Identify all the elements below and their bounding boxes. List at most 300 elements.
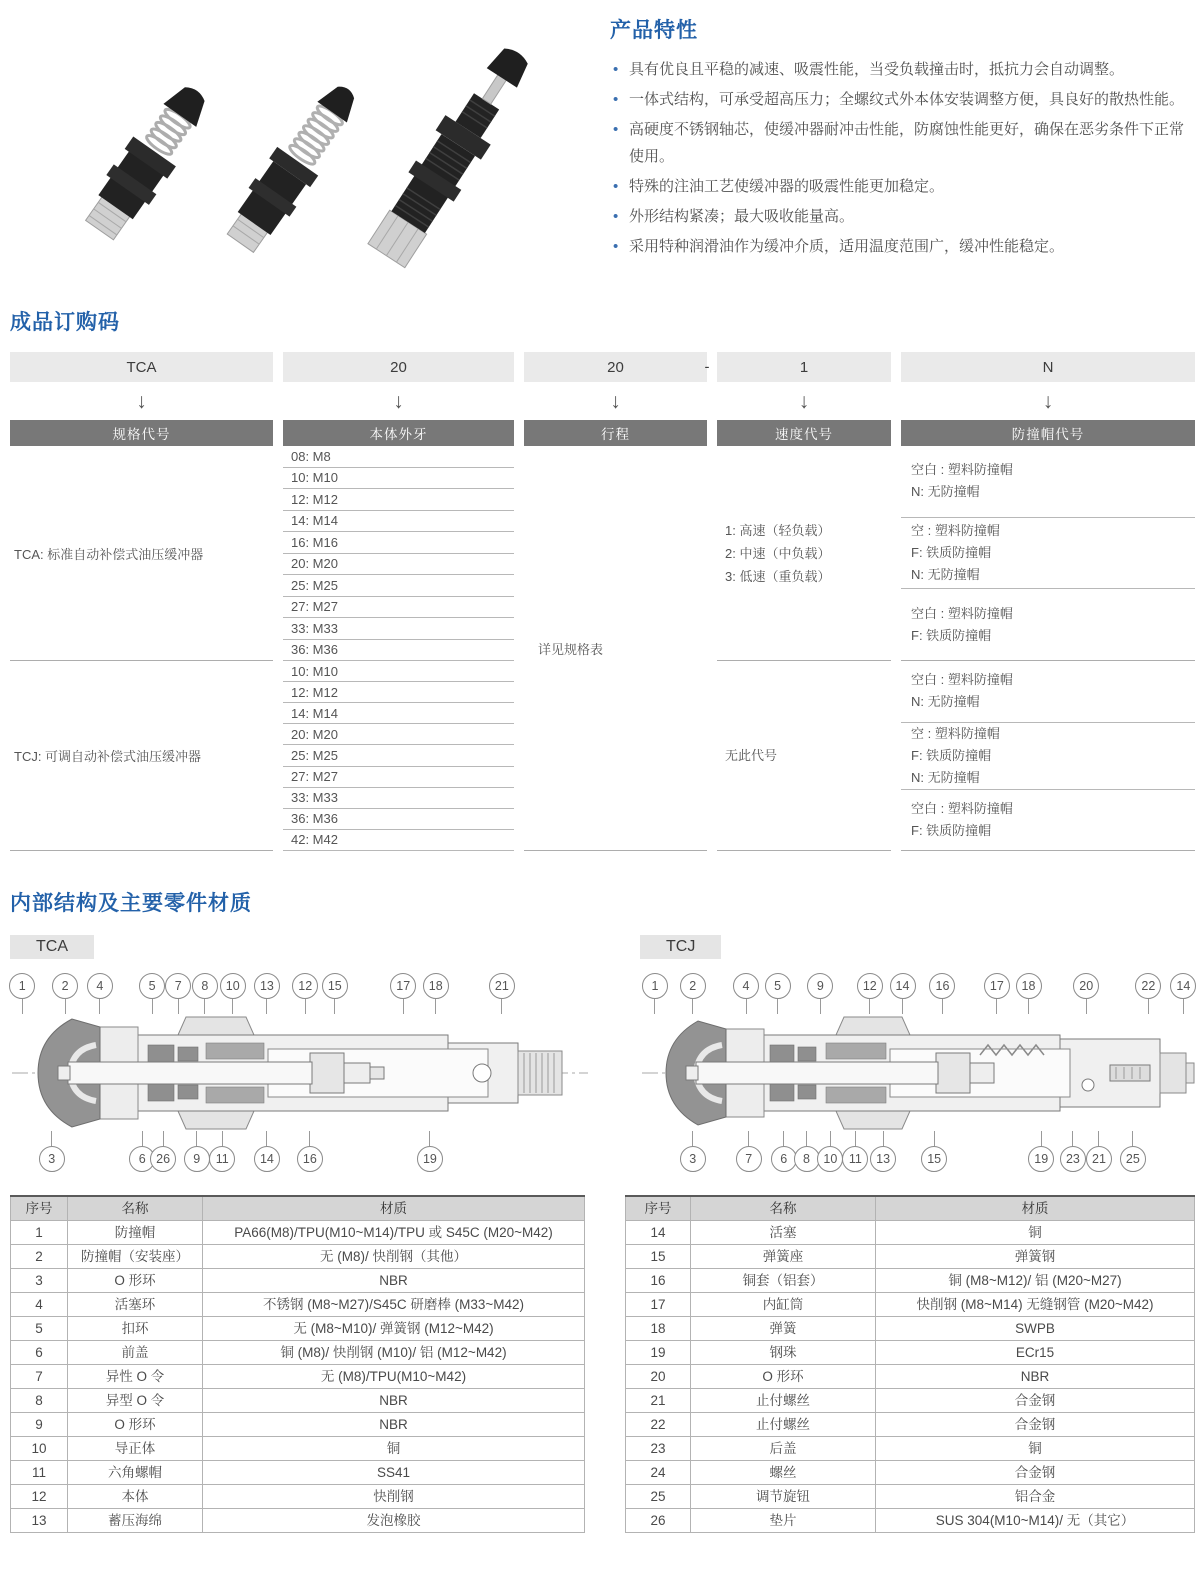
part-name: 止付螺丝: [691, 1388, 876, 1412]
callout-number: 6: [129, 1146, 155, 1172]
cap-option: 空白 : 塑料防撞帽: [911, 800, 1013, 816]
callout-number: 5: [139, 973, 165, 999]
thread-row: 33: M33: [283, 788, 514, 809]
callout-leader-line: [1098, 1131, 1099, 1146]
callout-7: [165, 973, 191, 1014]
part-number: 20: [626, 1364, 691, 1388]
table-row: [626, 1388, 1195, 1412]
thread-row: 42: M42: [283, 830, 514, 851]
part-number: 16: [626, 1268, 691, 1292]
callout-number: 9: [807, 973, 833, 999]
part-number: 11: [11, 1460, 68, 1484]
stroke-note: 详见规格表: [538, 641, 604, 657]
part-name: 钢珠: [691, 1340, 876, 1364]
callout-21: [1086, 1131, 1112, 1172]
thread-row: 36: M36: [283, 809, 514, 830]
arrow-row: [10, 386, 1195, 418]
order-code-box: 20: [524, 352, 707, 382]
speed-cell: [717, 446, 891, 661]
part-name: O 形环: [691, 1364, 876, 1388]
tcj-label: TCJ: [640, 935, 721, 959]
order-column-header: 行程: [524, 420, 707, 446]
part-name: O 形环: [68, 1412, 203, 1436]
part-number: 14: [626, 1220, 691, 1244]
feature-item: • 高硬度不锈钢轴芯，使缓冲器耐冲击性能，防腐蚀性能更好，确保在恶劣条件下正常使用。: [610, 116, 1194, 172]
part-material: 快削钢: [203, 1484, 585, 1508]
callout-16: [929, 973, 955, 1014]
cap-cell: [901, 661, 1195, 851]
thread-row: 27: M27: [283, 597, 514, 619]
callout-number: 7: [736, 1146, 762, 1172]
part-material: NBR: [203, 1412, 585, 1436]
column-header: 名称: [68, 1196, 203, 1220]
callout-leader-line: [1132, 1131, 1133, 1146]
part-number: 12: [11, 1484, 68, 1508]
callout-leader-line: [334, 999, 335, 1014]
table-row: [11, 1268, 585, 1292]
part-name: 垫片: [691, 1508, 876, 1532]
table-row: [11, 1316, 585, 1340]
callout-15: [322, 973, 348, 1014]
thread-row: 33: M33: [283, 618, 514, 640]
callout-leader-line: [783, 1131, 784, 1146]
callout-number: 14: [1170, 973, 1196, 999]
callout-number: 2: [52, 973, 78, 999]
thread-list: [283, 661, 514, 851]
part-name: 防撞帽: [68, 1220, 203, 1244]
cap-option: 空 : 塑料防撞帽: [911, 725, 1000, 741]
callout-leader-line: [163, 1131, 164, 1146]
callout-leader-line: [830, 1131, 831, 1146]
speed-cell: [717, 661, 891, 851]
part-number: 23: [626, 1436, 691, 1460]
callout-leader-line: [429, 1131, 430, 1146]
callout-leader-line: [692, 999, 693, 1014]
callout-13: [870, 1131, 896, 1172]
part-material: PA66(M8)/TPU(M10~M14)/TPU 或 S45C (M20~M42): [203, 1220, 585, 1244]
callout-leader-line: [152, 999, 153, 1014]
spec-code-cell: TCJ: 可调自动补偿式油压缓冲器: [10, 661, 273, 851]
thread-row: 10: M10: [283, 661, 514, 682]
cap-option: N: 无防撞帽: [911, 769, 980, 785]
callout-leader-line: [806, 1131, 807, 1146]
callout-4: [733, 973, 759, 1014]
ordering-section: [10, 306, 1195, 851]
cap-option-group: [901, 661, 1195, 722]
thread-list: [283, 446, 514, 661]
callout-3: [39, 1131, 65, 1172]
callout-leader-line: [196, 1131, 197, 1146]
part-material: NBR: [203, 1388, 585, 1412]
part-number: 26: [626, 1508, 691, 1532]
callout-19: [1028, 1131, 1054, 1172]
cap-option: F: 铁质防撞帽: [911, 545, 992, 560]
part-name: 弹簧: [691, 1316, 876, 1340]
callout-leader-line: [934, 1131, 935, 1146]
tcj-parts-table: [625, 1195, 1195, 1533]
cap-option: N: 无防撞帽: [911, 567, 980, 582]
callout-5: [765, 973, 791, 1014]
feature-item: • 外形结构紧凑；最大吸收能量高。: [610, 203, 1194, 231]
callout-number: 4: [87, 973, 113, 999]
callout-leader-line: [22, 999, 23, 1014]
callout-5: [139, 973, 165, 1014]
part-material: 合金钢: [876, 1460, 1195, 1484]
part-number: 15: [626, 1244, 691, 1268]
part-name: 调节旋钮: [691, 1484, 876, 1508]
tca-panel: [10, 935, 590, 1173]
column-header: 名称: [691, 1196, 876, 1220]
callout-10: [817, 1131, 843, 1172]
callout-19: [417, 1131, 443, 1172]
callout-leader-line: [222, 1131, 223, 1146]
callout-11: [842, 1131, 868, 1172]
callout-number: 25: [1120, 1146, 1146, 1172]
tca-diagram: [10, 1015, 590, 1131]
part-material: 合金钢: [876, 1412, 1195, 1436]
tca-parts-table: [10, 1195, 585, 1533]
down-arrow-icon: ↓: [798, 390, 810, 413]
part-material: 铜: [876, 1220, 1195, 1244]
part-number: 18: [626, 1316, 691, 1340]
callout-number: 11: [842, 1146, 868, 1172]
callout-leader-line: [1183, 999, 1184, 1014]
callout-leader-line: [869, 999, 870, 1014]
callout-number: 15: [322, 973, 348, 999]
thread-column: [283, 446, 514, 851]
callout-leader-line: [746, 999, 747, 1014]
thread-row: 10: M10: [283, 468, 514, 490]
table-row: [626, 1484, 1195, 1508]
callout-1: [642, 973, 668, 1014]
part-number: 7: [11, 1364, 68, 1388]
part-name: 止付螺丝: [691, 1412, 876, 1436]
ordering-title: 成品订购码: [10, 311, 120, 334]
part-name: 扣环: [68, 1316, 203, 1340]
callout-18: [1016, 973, 1042, 1014]
speed-option: 1: 高速（轻负载）: [725, 522, 831, 538]
part-name: 防撞帽（安装座）: [68, 1244, 203, 1268]
callout-number: 12: [292, 973, 318, 999]
part-number: 24: [626, 1460, 691, 1484]
part-material: 不锈钢 (M8~M27)/S45C 研磨棒 (M33~M42): [203, 1292, 585, 1316]
parts-tables: [10, 1195, 1195, 1533]
part-name: 铜套（铝套）: [691, 1268, 876, 1292]
callout-number: 14: [890, 973, 916, 999]
part-name: 内缸筒: [691, 1292, 876, 1316]
callout-number: 18: [1016, 973, 1042, 999]
part-number: 1: [11, 1220, 68, 1244]
speed-option: 无此代号: [725, 748, 778, 763]
callout-number: 16: [297, 1146, 323, 1172]
spec-code-cell: TCA: 标准自动补偿式油压缓冲器: [10, 446, 273, 661]
callout-number: 26: [150, 1146, 176, 1172]
part-material: 铜 (M8~M12)/ 铝 (M20~M27): [876, 1268, 1195, 1292]
callout-17: [390, 973, 416, 1014]
callout-number: 4: [733, 973, 759, 999]
callout-number: 22: [1135, 973, 1161, 999]
callout-number: 1: [9, 973, 35, 999]
callout-9: [807, 973, 833, 1014]
callout-leader-line: [902, 999, 903, 1014]
order-column-header: 防撞帽代号: [901, 420, 1195, 446]
callout-number: 23: [1060, 1146, 1086, 1172]
cap-option: F: 铁质防撞帽: [911, 747, 992, 763]
table-row: [626, 1508, 1195, 1532]
table-row: [626, 1316, 1195, 1340]
part-name: 螺丝: [691, 1460, 876, 1484]
column-header: 序号: [626, 1196, 691, 1220]
callout-number: 7: [165, 973, 191, 999]
order-code-box: 1 -: [717, 352, 891, 382]
thread-row: 08: M8: [283, 446, 514, 468]
part-name: 前盖: [68, 1340, 203, 1364]
thread-row: 25: M25: [283, 575, 514, 597]
part-number: 17: [626, 1292, 691, 1316]
part-name: 本体: [68, 1484, 203, 1508]
column-header: 序号: [11, 1196, 68, 1220]
feature-item: • 特殊的注油工艺使缓冲器的吸震性能更加稳定。: [610, 173, 1194, 201]
part-number: 9: [11, 1412, 68, 1436]
feature-item: • 具有优良且平稳的减速、吸震性能，当受负载撞击时，抵抗力会自动调整。: [610, 56, 1194, 84]
callout-number: 8: [192, 973, 218, 999]
part-number: 21: [626, 1388, 691, 1412]
table-row: [11, 1460, 585, 1484]
order-code-box: 20: [283, 352, 514, 382]
callout-leader-line: [309, 1131, 310, 1146]
cap-option-group: [901, 446, 1195, 517]
callout-8: [794, 1131, 820, 1172]
features-title: 产品特性: [610, 19, 698, 42]
callout-number: 19: [417, 1146, 443, 1172]
down-arrow-icon: ↓: [393, 390, 404, 413]
thread-row: 20: M20: [283, 554, 514, 576]
part-material: 铜: [876, 1436, 1195, 1460]
thread-row: 16: M16: [283, 532, 514, 554]
callout-leader-line: [266, 1131, 267, 1146]
thread-row: 14: M14: [283, 703, 514, 724]
callout-12: [292, 973, 318, 1014]
cap-option: 空白 : 塑料防撞帽: [911, 605, 1013, 621]
part-name: 导正体: [68, 1436, 203, 1460]
table-row: [626, 1364, 1195, 1388]
column-header: 材质: [876, 1196, 1195, 1220]
callout-10: [220, 973, 246, 1014]
callout-leader-line: [883, 1131, 884, 1146]
table-row: [11, 1412, 585, 1436]
down-arrow-icon: ↓: [1042, 390, 1054, 413]
table-header-row: [11, 1196, 585, 1220]
cap-option: 空白 : 塑料防撞帽: [911, 462, 1013, 478]
cap-option-group: [901, 789, 1195, 851]
part-number: 4: [11, 1292, 68, 1316]
callout-13: [254, 973, 280, 1014]
part-number: 25: [626, 1484, 691, 1508]
callout-1: [9, 973, 35, 1014]
part-material: SS41: [203, 1460, 585, 1484]
tca-bottom-callouts: [10, 1131, 590, 1173]
thread-row: 36: M36: [283, 640, 514, 662]
stroke-column: [524, 446, 707, 851]
feature-item: • 采用特种润滑油作为缓冲介质，适用温度范围广，缓冲性能稳定。: [610, 233, 1194, 261]
tca-top-callouts: [10, 973, 590, 1015]
cap-option: 空白 : 塑料防撞帽: [911, 672, 1013, 688]
callout-leader-line: [65, 999, 66, 1014]
down-arrow-icon: ↓: [610, 390, 621, 413]
cap-option: F: 铁质防撞帽: [911, 627, 992, 643]
table-row: [11, 1484, 585, 1508]
part-material: NBR: [203, 1268, 585, 1292]
order-column-header: 本体外牙: [283, 420, 514, 446]
tcj-panel: [640, 935, 1195, 1173]
part-number: 6: [11, 1340, 68, 1364]
part-name: 异性 O 令: [68, 1364, 203, 1388]
callout-leader-line: [232, 999, 233, 1014]
callout-leader-line: [204, 999, 205, 1014]
cap-option: 空 : 塑料防撞帽: [911, 523, 1000, 538]
thread-row: 14: M14: [283, 511, 514, 533]
order-code-row: [10, 352, 1195, 382]
callout-18: [423, 973, 449, 1014]
callout-leader-line: [305, 999, 306, 1014]
callout-8: [192, 973, 218, 1014]
callout-leader-line: [777, 999, 778, 1014]
callout-number: 2: [680, 973, 706, 999]
cap-option: F: 铁质防撞帽: [911, 822, 992, 838]
callout-2: [680, 973, 706, 1014]
order-code-separator: -: [704, 358, 710, 376]
table-row: [626, 1268, 1195, 1292]
table-row: [626, 1244, 1195, 1268]
callout-17: [984, 973, 1010, 1014]
part-material: 发泡橡胶: [203, 1508, 585, 1532]
table-row: [11, 1220, 585, 1244]
cap-option-group: [901, 517, 1195, 589]
callout-22: [1135, 973, 1161, 1014]
table-row: [11, 1508, 585, 1532]
callout-23: [1060, 1131, 1086, 1172]
part-name: 后盖: [691, 1436, 876, 1460]
callout-number: 9: [184, 1146, 210, 1172]
features-section: [600, 0, 1200, 292]
table-row: [626, 1460, 1195, 1484]
callout-number: 12: [857, 973, 883, 999]
part-material: NBR: [876, 1364, 1195, 1388]
part-number: 10: [11, 1436, 68, 1460]
part-number: 2: [11, 1244, 68, 1268]
callout-number: 17: [390, 973, 416, 999]
part-number: 5: [11, 1316, 68, 1340]
callout-number: 11: [209, 1146, 235, 1172]
callout-leader-line: [142, 1131, 143, 1146]
callout-leader-line: [1072, 1131, 1073, 1146]
cap-option-group: [901, 722, 1195, 789]
part-number: 3: [11, 1268, 68, 1292]
callout-number: 14: [254, 1146, 280, 1172]
table-row: [11, 1388, 585, 1412]
callout-number: 17: [984, 973, 1010, 999]
callout-number: 19: [1028, 1146, 1054, 1172]
callout-26: [150, 1131, 176, 1172]
callout-4: [87, 973, 113, 1014]
callout-12: [857, 973, 883, 1014]
callout-leader-line: [435, 999, 436, 1014]
tcj-top-callouts: [640, 973, 1195, 1015]
callout-leader-line: [99, 999, 100, 1014]
table-row: [626, 1220, 1195, 1244]
speed-option: 2: 中速（中负载）: [725, 545, 831, 561]
spec-code-column: [10, 446, 273, 851]
order-code-box: N: [901, 352, 1195, 382]
part-material: 无 (M8~M10)/ 弹簧钢 (M12~M42): [203, 1316, 585, 1340]
part-material: 无 (M8)/TPU(M10~M42): [203, 1364, 585, 1388]
tcj-bottom-callouts: [640, 1131, 1195, 1173]
product-photo: [0, 0, 600, 292]
callout-leader-line: [266, 999, 267, 1014]
feature-item: • 一体式结构，可承受超高压力；全螺纹式外本体安装调整方便，具良好的散热性能。: [610, 86, 1194, 114]
structure-title: 内部结构及主要零件材质: [10, 892, 252, 915]
callout-leader-line: [996, 999, 997, 1014]
part-number: 13: [11, 1508, 68, 1532]
part-material: SWPB: [876, 1316, 1195, 1340]
tca-label: TCA: [10, 935, 94, 959]
part-material: 铜: [203, 1436, 585, 1460]
down-arrow-icon: ↓: [136, 390, 147, 413]
thread-row: 27: M27: [283, 767, 514, 788]
part-material: 无 (M8)/ 快削钢（其他）: [203, 1244, 585, 1268]
callout-20: [1073, 973, 1099, 1014]
order-column-header: 规格代号: [10, 420, 273, 446]
table-row: [626, 1436, 1195, 1460]
callout-leader-line: [1086, 999, 1087, 1014]
part-name: 六角螺帽: [68, 1460, 203, 1484]
callout-15: [921, 1131, 947, 1172]
part-name: 蓄压海绵: [68, 1508, 203, 1532]
callout-number: 5: [765, 973, 791, 999]
callout-leader-line: [501, 999, 502, 1014]
callout-number: 16: [929, 973, 955, 999]
callout-9: [184, 1131, 210, 1172]
table-row: [626, 1292, 1195, 1316]
callout-number: 13: [254, 973, 280, 999]
part-material: 快削钢 (M8~M14) 无缝钢管 (M20~M42): [876, 1292, 1195, 1316]
part-material: 弹簧钢: [876, 1244, 1195, 1268]
callout-number: 10: [817, 1146, 843, 1172]
thread-row: 12: M12: [283, 682, 514, 703]
speed-option: 3: 低速（重负载）: [725, 568, 831, 584]
part-name: 异型 O 令: [68, 1388, 203, 1412]
callout-number: 3: [39, 1146, 65, 1172]
callout-leader-line: [51, 1131, 52, 1146]
table-row: [11, 1340, 585, 1364]
callout-14: [890, 973, 916, 1014]
callout-number: 3: [680, 1146, 706, 1172]
callout-leader-line: [1041, 1131, 1042, 1146]
callout-leader-line: [178, 999, 179, 1014]
shock-absorbers-image: [0, 0, 600, 292]
order-code-box: TCA: [10, 352, 273, 382]
features-list: [610, 56, 1194, 260]
part-name: O 形环: [68, 1268, 203, 1292]
callout-leader-line: [403, 999, 404, 1014]
callout-number: 15: [921, 1146, 947, 1172]
table-row: [11, 1292, 585, 1316]
callout-number: 18: [423, 973, 449, 999]
table-header-row: [626, 1196, 1195, 1220]
callout-number: 10: [220, 973, 246, 999]
callout-14: [1170, 973, 1196, 1014]
callout-number: 8: [794, 1146, 820, 1172]
